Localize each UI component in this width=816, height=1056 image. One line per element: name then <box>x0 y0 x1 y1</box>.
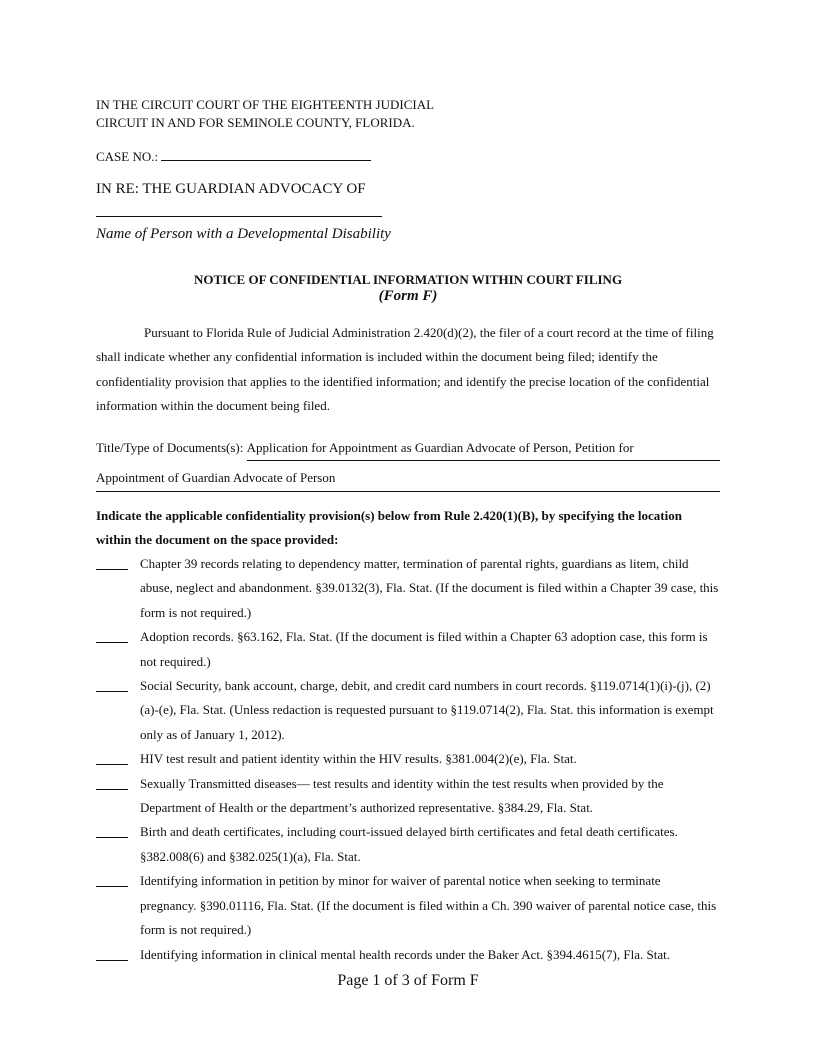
provision-checkbox-blank[interactable] <box>96 772 128 790</box>
person-name-caption: Name of Person with a Developmental Disability <box>96 226 391 242</box>
case-number-row <box>96 147 371 165</box>
instruction-text: Indicate the applicable confidentiality provision(s) below from Rule 2.420(1)(B), by specifying the location within the document on the space provided: <box>96 508 682 548</box>
provision-text: Adoption records. §63.162, Fla. Stat. (If the document is filed within a Chapter 63 adoption case, this form is not required.) <box>140 629 708 669</box>
provision-item <box>96 943 720 967</box>
provisions-list <box>96 552 720 967</box>
documents-field <box>96 436 720 497</box>
court-header <box>96 96 434 132</box>
person-name-field[interactable] <box>96 202 382 217</box>
provision-text: Social Security, bank account, charge, debit, and credit card numbers in court records. §119.0714(1)(i)-(j), (2)(a)-(e), Fla. Stat. (Unless redaction is requested pursuant to §119.0714(2), Fla. Stat. this information is exempt only as of January 1, 2012). <box>140 678 714 742</box>
provision-item <box>96 869 720 942</box>
provision-checkbox-blank[interactable] <box>96 820 128 838</box>
documents-value-line2[interactable]: Appointment of Guardian Advocate of Person <box>96 466 720 491</box>
provision-text: Birth and death certificates, including court-issued delayed birth certificates and fetal death certificates. §382.008(6) and §382.025(1)(a), Fla. Stat. <box>140 824 678 864</box>
provision-item <box>96 747 720 771</box>
intro-paragraph: Pursuant to Florida Rule of Judicial Administration 2.420(d)(2), the filer of a court record at the time of filing shall indicate whether any confidential information is included within the document being filed; identify the confidentiality provision that applies to the identified information; and identify the precise location of the confidential information within the document being filed. <box>96 325 714 414</box>
provision-checkbox-blank[interactable] <box>96 674 128 692</box>
provision-text: Chapter 39 records relating to dependency matter, termination of parental rights, guardians as litem, child abuse, neglect and abandonment. §39.0132(3), Fla. Stat. (If the document is filed within a Chapter 39 case, this form is not required.) <box>140 556 719 620</box>
documents-value-line1[interactable]: Application for Appointment as Guardian Advocate of Person, Petition for <box>247 436 720 461</box>
provision-checkbox-blank[interactable] <box>96 625 128 643</box>
form-label: (Form F) <box>378 288 438 304</box>
case-number-label: CASE NO.: <box>96 149 159 164</box>
provision-checkbox-blank[interactable] <box>96 943 128 961</box>
provision-item <box>96 552 720 625</box>
document-title: NOTICE OF CONFIDENTIAL INFORMATION WITHIN COURT FILING <box>193 272 623 287</box>
provision-checkbox-blank[interactable] <box>96 747 128 765</box>
provision-checkbox-blank[interactable] <box>96 552 128 570</box>
in-re-heading: IN RE: THE GUARDIAN ADVOCACY OF <box>96 181 366 197</box>
provision-item <box>96 674 720 747</box>
provision-text: Identifying information in petition by minor for waiver of parental notice when seeking to terminate pregnancy. §390.01116, Fla. Stat. (If the document is filed within a Ch. 390 waiver of parental notice case, this form is not required.) <box>140 873 717 938</box>
case-number-field[interactable] <box>161 147 371 161</box>
provision-item <box>96 772 720 821</box>
provision-item <box>96 820 720 869</box>
court-header-line2: CIRCUIT IN AND FOR SEMINOLE COUNTY, FLORIDA. <box>96 115 415 130</box>
documents-label: Title/Type of Documents(s): <box>96 440 244 455</box>
provision-checkbox-blank[interactable] <box>96 869 128 887</box>
page-footer: Page 1 of 3 of Form F <box>337 972 479 989</box>
provision-text: Sexually Transmitted diseases— test results and identity within the test results when provided by the Department of Health or the department’s authorized representative. §384.29, Fla. Stat. <box>140 775 664 816</box>
provision-text: HIV test result and patient identity within the HIV results. §381.004(2)(e), Fla. Stat. <box>140 751 577 767</box>
provision-text: Identifying information in clinical mental health records under the Baker Act. §394.4615(7), Fla. Stat. <box>140 946 670 962</box>
provision-item <box>96 625 720 674</box>
court-header-line1: IN THE CIRCUIT COURT OF THE EIGHTEENTH JUDICIAL <box>96 97 435 112</box>
